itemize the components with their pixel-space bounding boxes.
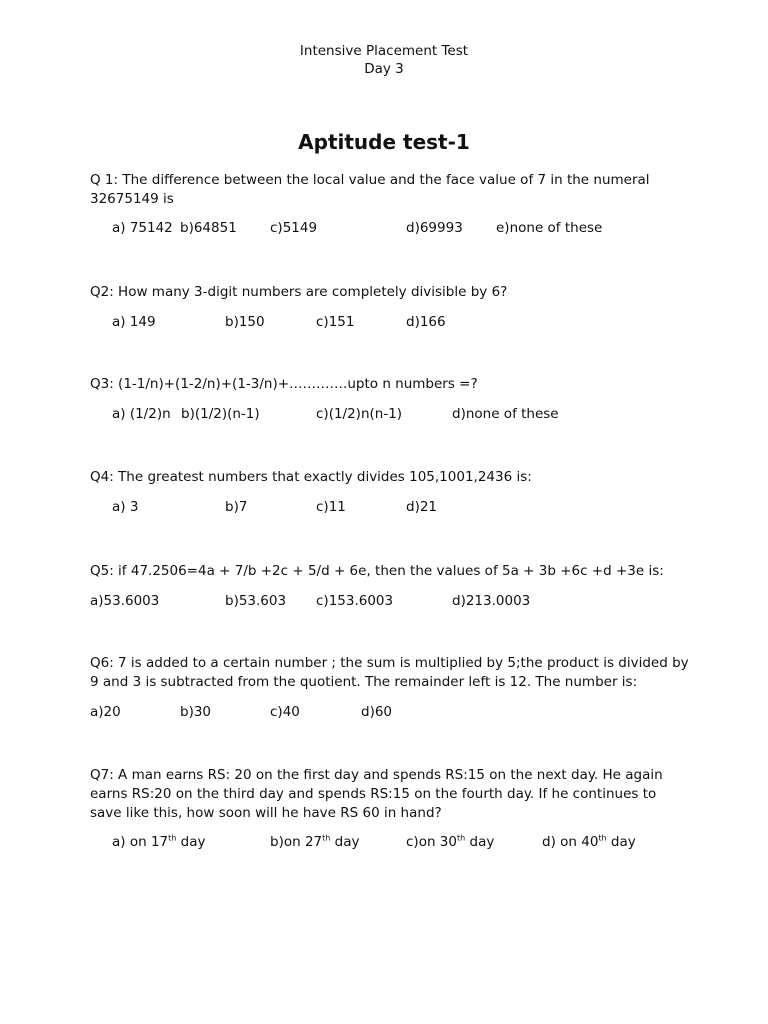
header-day: Day 3 xyxy=(364,61,404,77)
question-4-options xyxy=(90,499,710,519)
option-b: b)30 xyxy=(180,704,212,720)
question-2: Q2: How many 3-digit numbers are completely divisible by 6? xyxy=(90,284,508,300)
question-7-options xyxy=(90,834,710,854)
option-a: a) (1/2)n xyxy=(112,406,171,422)
option-b: b)64851 xyxy=(180,220,237,236)
option-a: a) 3 xyxy=(112,499,139,515)
option-a: a)53.6003 xyxy=(90,593,160,609)
question-3: Q3: (1-1/n)+(1-2/n)+(1-3/n)+………….upto n numbers =? xyxy=(90,376,478,392)
option-b: b)on 27th day xyxy=(270,833,360,850)
question-6: Q6: 7 is added to a certain number ; the sum is multiplied by 5;the product is divided by 9 and 3 is subtracted from the quotient. The remainder left is 12. The number is: xyxy=(90,655,689,690)
option-d: d)69993 xyxy=(406,220,463,236)
question-6-options xyxy=(90,704,710,724)
question-1-options xyxy=(90,220,710,240)
question-5-options xyxy=(90,593,710,613)
option-c: c)11 xyxy=(316,499,346,515)
question-7: Q7: A man earns RS: 20 on the first day and spends RS:15 on the next day. He again earns RS:20 on the third day and spends RS:15 on the fourth day. If he continues to save like this, how soon will he have RS 60 in hand? xyxy=(90,767,663,821)
option-d: d)none of these xyxy=(452,406,559,422)
option-a: a) on 17th day xyxy=(112,833,206,850)
question-3-options xyxy=(90,406,710,426)
option-a: a) 149 xyxy=(112,314,156,330)
option-b: b)(1/2)(n-1) xyxy=(181,406,260,422)
option-c: c)151 xyxy=(316,314,355,330)
option-d: d)60 xyxy=(361,704,393,720)
option-c: c)(1/2)n(n-1) xyxy=(316,406,403,422)
option-d: d)166 xyxy=(406,314,446,330)
option-c: c)40 xyxy=(270,704,300,720)
option-d: d)213.0003 xyxy=(452,593,531,609)
page-title: Aptitude test-1 xyxy=(298,130,470,154)
option-d: d) on 40th day xyxy=(542,833,636,850)
option-b: b)53.603 xyxy=(225,593,287,609)
question-5: Q5: if 47.2506=4a + 7/b +2c + 5/d + 6e, then the values of 5a + 3b +6c +d +3e is: xyxy=(90,563,664,579)
option-c: c)5149 xyxy=(270,220,318,236)
option-b: b)150 xyxy=(225,314,265,330)
option-c: c)153.6003 xyxy=(316,593,394,609)
question-1: Q 1: The difference between the local value and the face value of 7 in the numeral 32675149 is xyxy=(90,172,650,207)
option-e: e)none of these xyxy=(496,220,603,236)
option-c: c)on 30th day xyxy=(406,833,495,850)
option-b: b)7 xyxy=(225,499,248,515)
option-d: d)21 xyxy=(406,499,438,515)
question-2-options xyxy=(90,314,710,334)
header-title: Intensive Placement Test xyxy=(299,43,469,59)
option-a: a)20 xyxy=(90,704,121,720)
option-a: a) 75142 xyxy=(112,220,173,236)
question-4: Q4: The greatest numbers that exactly divides 105,1001,2436 is: xyxy=(90,469,532,485)
